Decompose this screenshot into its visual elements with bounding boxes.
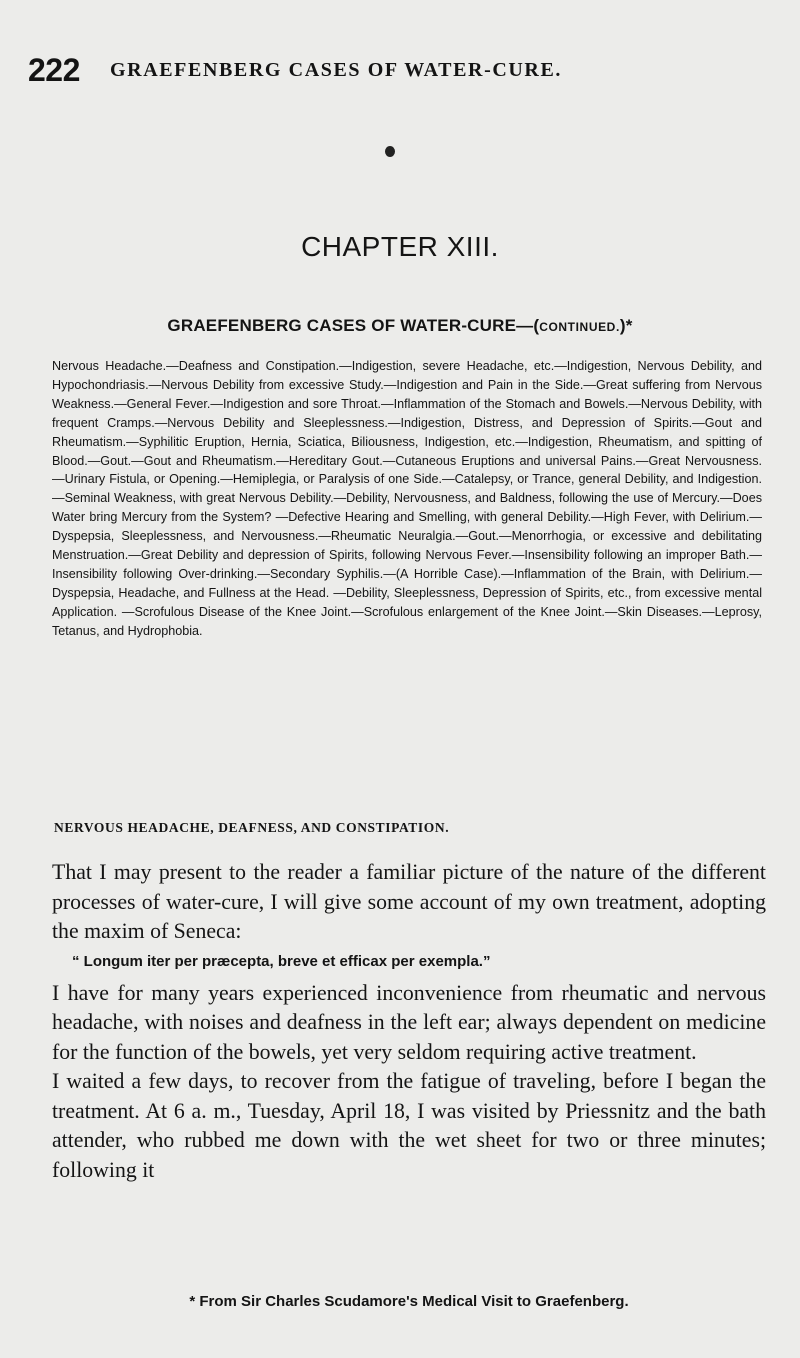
- chapter-subtitle-end: )*: [619, 316, 633, 335]
- section-heading: NERVOUS HEADACHE, DEAFNESS, AND CONSTIPATION.: [54, 820, 450, 835]
- seneca-quote: “ Longum iter per præcepta, breve et efficax per exempla.”: [72, 952, 491, 970]
- page-number: 222: [28, 52, 80, 88]
- footnote: * From Sir Charles Scudamore's Medical Visit to Graefenberg.: [189, 1293, 629, 1310]
- chapter-contents-summary: Nervous Headache.—Deafness and Constipation.—Indigestion, severe Headache, etc.—Indigestion, Nervous Debility, and Hypochondriasis.—Nervous Debility from excessive Study.—Indigestion and Pain in the Side.—Great suffering from Nervous Weakness.—General Fever.—Indigestion and sore Throat.—Inflammation of the Stomach and Bowels.—Nervous Debility, with frequent Cramps.—Nervous Debility and Sleeplessness.—Indigestion, Distress, and Depression of Spirits.—Gout and Rheumatism.—Syphilitic Eruption, Hernia, Sciatica, Biliousness, Indigestion, etc.—Indigestion, Rheumatism, and spitting of Blood.—Gout.—Gout and Rheumatism.—Hereditary Gout.—Cutaneous Eruptions and universal Pains.—Great Nervousness.—Urinary Fistula, or Opening.—Hemiplegia, or Paralysis of one Side.—Catalepsy, or Trance, general Debility, and Indigestion.—Seminal Weakness, with great Nervous Debility.—Debility, Nervousness, and Baldness, following the use of Mercury.—Does Water bring Mercury from the System? —Defective Hearing and Smelling, with general Debility.—High Fever, with Delirium.—Dyspepsia, Sleeplessness, and Nervousness.—Rheumatic Neuralgia.—Gout.—Menorrhogia, or excessive and debilitating Menstruation.—Great Debility and depression of Spirits, following Nervous Fever.—Insensibility following an improper Bath.—Insensibility following Over-drinking.—Secondary Syphilis.—(A Horrible Case).—Inflammation of the Brain, with Delirium.—Dyspepsia, Headache, and Fullness at the Head. —Debility, Sleeplessness, Depression of Spirits, etc., from excessive mental Application. —Scrofulous Disease of the Knee Joint.—Scrofulous enlargement of the Knee Joint.—Skin Diseases.—Leprosy, Tetanus, and Hydrophobia.: [52, 359, 762, 638]
- running-title: GRAEFENBERG CASES OF WATER-CURE.: [110, 59, 563, 81]
- paragraph-1: That I may present to the reader a familiar picture of the nature of the different processes of water-cure, I will give some account of my own treatment, adopting the maxim of Seneca:: [52, 860, 766, 943]
- chapter-subtitle-main: GRAEFENBERG CASES OF WATER-CURE—(: [167, 316, 540, 335]
- ornament-mark: [385, 146, 395, 157]
- running-head: [28, 52, 768, 92]
- body-text: [52, 858, 766, 1185]
- chapter-subtitle: [0, 316, 800, 336]
- paragraph-2: I have for many years experienced inconvenience from rheumatic and nervous headache, with noises and deafness in the left ear; always dependent on medicine for the function of the bowels, yet very seldom requiring active treatment.: [52, 980, 766, 1064]
- chapter-subtitle-continued: CONTINUED.: [539, 320, 620, 334]
- paragraph-3: I waited a few days, to recover from the fatigue of traveling, before I began the treatment. At 6 a. m., Tuesday, April 18, I was visited by Priessnitz and the bath attender, who rubbed me down with the wet sheet for two or three minutes; following it: [52, 1069, 766, 1182]
- chapter-title: CHAPTER XIII.: [301, 231, 499, 262]
